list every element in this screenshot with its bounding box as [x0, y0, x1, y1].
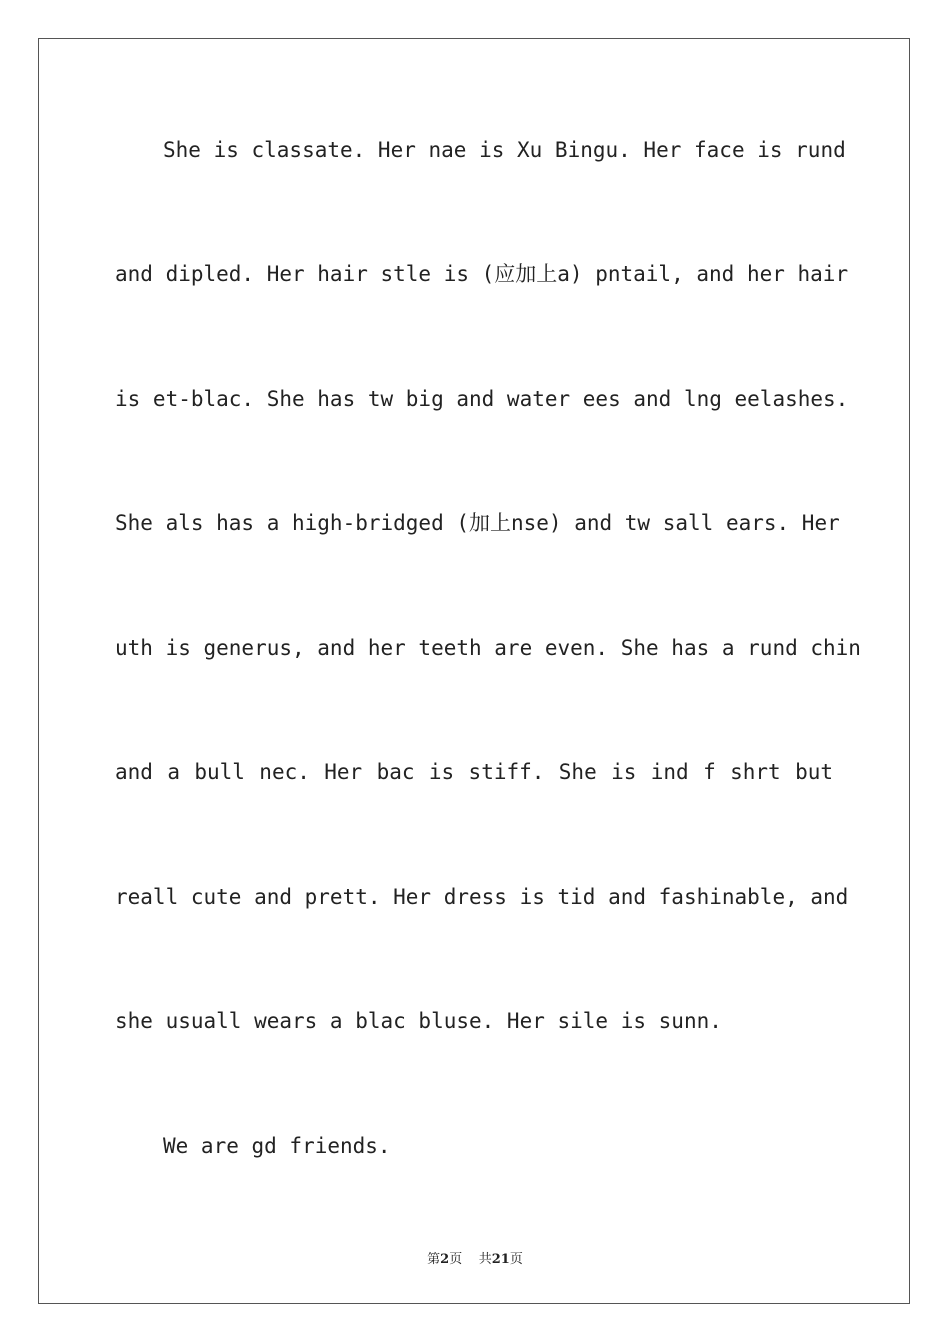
paragraph-line-4: She als has a high-bridged (加上nse) and tw sall ears. Her — [115, 511, 840, 535]
page-footer — [0, 1248, 950, 1267]
paragraph-line-8: she usuall wears a blac bluse. Her sile is sunn. — [115, 1009, 722, 1033]
paragraph-line-1: She is classate. Her nae is Xu Bingu. Her face is rund — [163, 138, 846, 162]
footer-total-prefix: 共 — [478, 1252, 492, 1267]
paragraph-line-3: is et-blac. She has tw big and water ees and lng eelashes. — [115, 387, 849, 411]
footer-page-suffix: 页 — [449, 1252, 463, 1267]
footer-page-number: 2 — [440, 1252, 450, 1267]
page-frame — [38, 38, 910, 1304]
paragraph-line-7: reall cute and prett. Her dress is tid and fashinable, and — [115, 885, 849, 909]
footer-total-pages: 21 — [491, 1252, 510, 1267]
paragraph-line-2: and dipled. Her hair stle is (应加上a) pntail, and her hair — [115, 262, 849, 286]
footer-page-prefix: 第 — [427, 1252, 441, 1267]
footer-total-suffix: 页 — [509, 1252, 523, 1267]
paragraph-line-5: uth is generus, and her teeth are even. She has a rund chin — [115, 636, 861, 660]
paragraph-line-9: We are gd friends. — [163, 1134, 391, 1158]
paragraph-line-6: and a bull nec. Her bac is stiff. She is ind f shrt but — [115, 760, 833, 784]
